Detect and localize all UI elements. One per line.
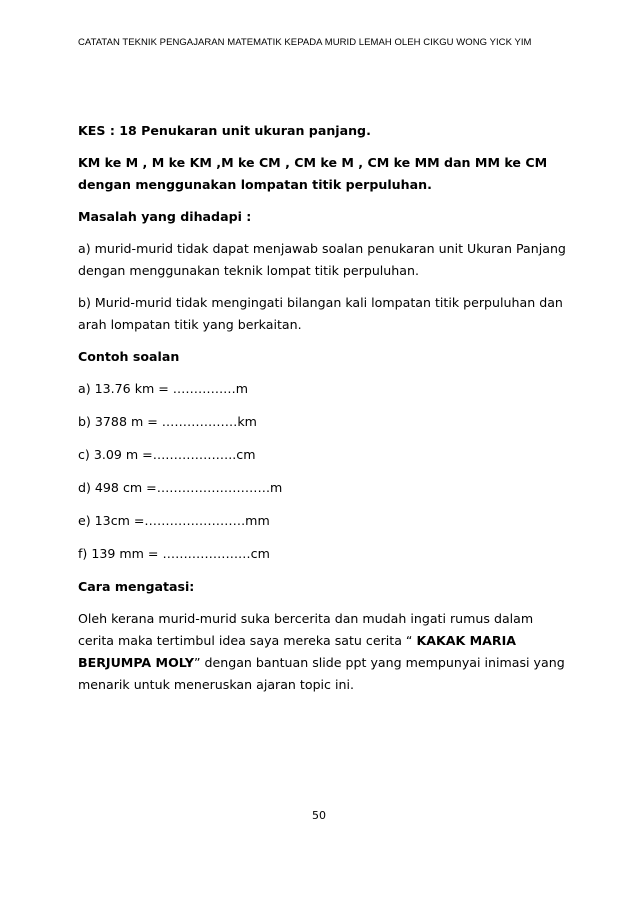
examples-heading: Contoh soalan (78, 349, 180, 364)
case-title: KES : 18 Penukaran unit ukuran panjang. (78, 123, 371, 138)
solution-paragraph (78, 608, 570, 696)
document-body (78, 120, 570, 706)
problem-item-a: a) murid-murid tidak dapat menjawab soalan penukaran unit Ukuran Panjang dengan menggunakan teknik lompat titik perpuluhan. (78, 241, 566, 278)
solution-heading: Cara mengatasi: (78, 579, 195, 594)
example-item-a: a) 13.76 km = ……………m (78, 381, 249, 396)
example-item-f: f) 139 mm = …………………cm (78, 546, 270, 561)
story-title: KAKAK MARIA BERJUMPA MOLY (78, 633, 517, 670)
example-item-b: b) 3788 m = ………………km (78, 414, 257, 429)
document-header: CATATAN TEKNIK PENGAJARAN MATEMATIK KEPADA MURID LEMAH OLEH CIKGU WONG YICK YIM (78, 37, 532, 48)
example-item-e: e) 13cm =……………………mm (78, 513, 270, 528)
solution-text-after: ” dengan bantuan slide ppt yang mempunyai inimasi yang menarik untuk meneruskan ajaran topic ini. (78, 655, 565, 692)
example-item-c: c) 3.09 m =………………..cm (78, 447, 256, 462)
case-subtitle: KM ke M , M ke KM ,M ke CM , CM ke M , CM ke MM dan MM ke CM dengan menggunakan lompatan titik perpuluhan. (78, 155, 548, 192)
problems-heading: Masalah yang dihadapi : (78, 209, 252, 224)
example-item-d: d) 498 cm =………………………m (78, 480, 283, 495)
solution-text-before: Oleh kerana murid-murid suka bercerita dan mudah ingati rumus dalam cerita maka tertimbul idea saya mereka satu cerita “ (78, 611, 534, 648)
page-number: 50 (312, 809, 326, 822)
problem-item-b: b) Murid-murid tidak mengingati bilangan kali lompatan titik perpuluhan dan arah lompatan titik yang berkaitan. (78, 295, 563, 332)
